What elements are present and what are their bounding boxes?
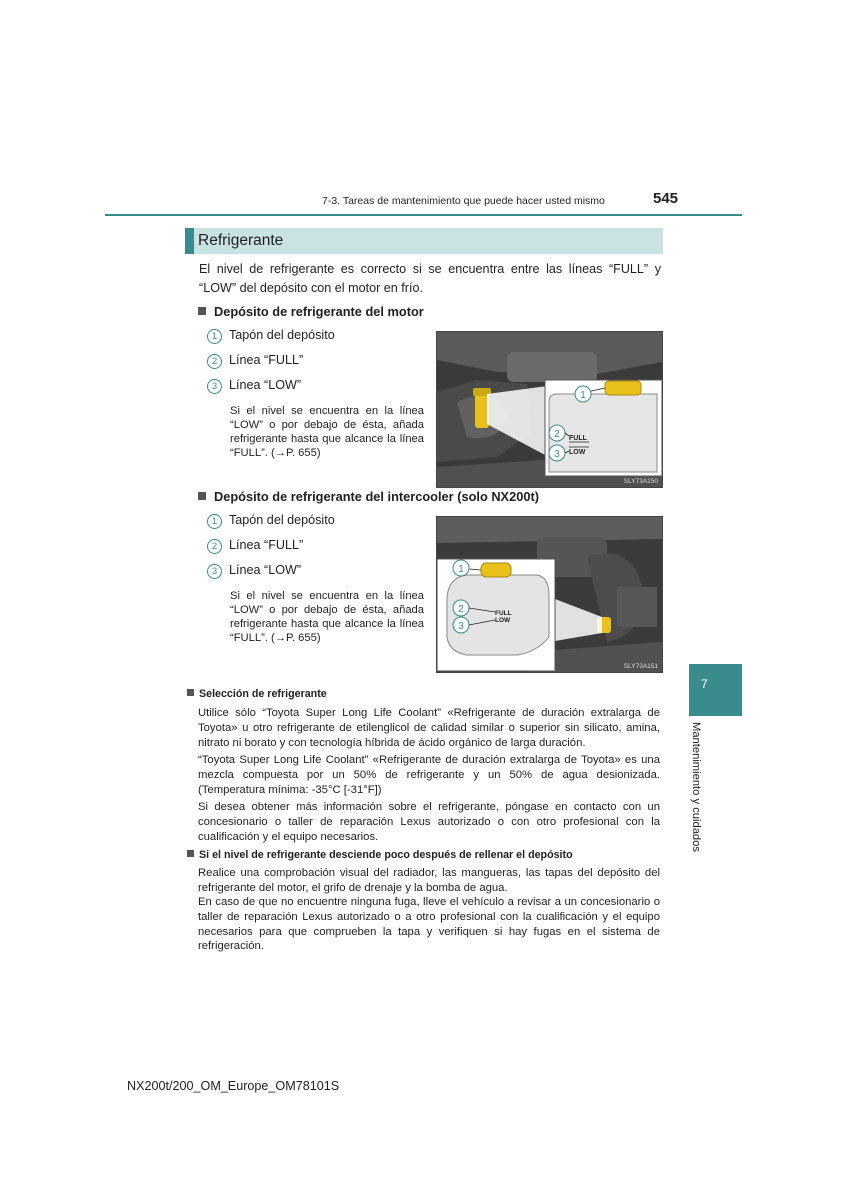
- intercooler-coolant-illustration: [436, 516, 663, 673]
- engine-tank-callouts: [207, 329, 427, 399]
- intercooler-tank-note: Si el nivel se encuentra en la línea “LOW” o por debajo de ésta, añada refrigerante hasta que alcance la línea “FULL”. (→P. 655): [230, 590, 424, 644]
- chapter-number: 7: [701, 677, 708, 691]
- callout-label: Línea “LOW”: [229, 563, 302, 577]
- callout-label: Tapón del depósito: [229, 513, 335, 527]
- level-drop-heading: Si el nivel de refrigerante desciende poco después de rellenar el depósito: [187, 849, 573, 861]
- svg-text:1: 1: [458, 564, 464, 575]
- callout-number: 1: [207, 329, 222, 344]
- section-title: Refrigerante: [198, 232, 284, 249]
- full-marker: FULL: [495, 610, 512, 617]
- square-bullet-icon: [198, 492, 206, 500]
- paragraph: “Toyota Super Long Life Coolant” «Refrigerante de duración extralarga de Toyota» es una mezcla compuesta por un 50% de refrigerante y un 50% de agua desionizada. (Temperatura mínima: -35°C [-31°F]): [198, 754, 660, 796]
- chapter-title-vertical: Mantenimiento y cuidados: [690, 722, 702, 852]
- intro-paragraph: El nivel de refrigerante es correcto si se encuentra entre las líneas “FULL” y “LOW” del depósito con el motor en frío.: [199, 262, 661, 295]
- callout-label: Línea “LOW”: [229, 378, 302, 392]
- full-marker: FULL: [569, 435, 587, 442]
- page-number: 545: [653, 190, 679, 207]
- engine-tank-heading: Depósito de refrigerante del motor: [198, 304, 424, 319]
- svg-text:3: 3: [458, 621, 464, 632]
- square-bullet-icon: [187, 850, 194, 857]
- paragraph: En caso de que no encuentre ninguna fuga, lleve el vehículo a revisar a un concesionario o taller de reparación Lexus autorizado o a otro profesional con la cualificación y el equipo necesarios para que comprueben la tapa y verifiquen si hay fugas en el sistema de refrigeración.: [198, 896, 660, 953]
- paragraph: Utilice sólo “Toyota Super Long Life Coolant” «Refrigerante de duración extralarga de Toyota» u otro refrigerante de etilenglicol de calidad similar o superior sin silicato, amina, nitrato ni borato y con tecnología híbrida de ácido orgánico de larga duración.: [198, 707, 660, 749]
- image-code: SLY73A150: [623, 478, 658, 485]
- low-marker: LOW: [495, 617, 511, 624]
- paragraph: Realice una comprobación visual del radiador, las mangueras, las tapas del depósito del refrigerante del motor, el grifo de drenaje y la bomba de agua.: [198, 867, 660, 894]
- chapter-tab[interactable]: [689, 664, 742, 716]
- section-heading: [185, 228, 663, 254]
- callout-label: Línea “FULL”: [229, 353, 304, 367]
- engine-coolant-illustration: [436, 331, 663, 488]
- svg-text:3: 3: [554, 449, 560, 460]
- low-marker: LOW: [569, 449, 586, 456]
- callout-number: 2: [207, 539, 222, 554]
- intercooler-tank-heading: Depósito de refrigerante del intercooler (solo NX200t): [198, 489, 539, 504]
- square-bullet-icon: [198, 307, 206, 315]
- square-bullet-icon: [187, 689, 194, 696]
- callout-number: 3: [207, 564, 222, 579]
- intercooler-tank-callouts: [207, 514, 427, 584]
- coolant-selection-heading: Selección de refrigerante: [187, 688, 327, 700]
- svg-text:1: 1: [580, 390, 586, 401]
- callout-label: Tapón del depósito: [229, 328, 335, 342]
- running-header: 7-3. Tareas de mantenimiento que puede hacer usted mismo: [322, 195, 605, 207]
- callout-number: 2: [207, 354, 222, 369]
- paragraph: Si desea obtener más información sobre el refrigerante, póngase en contacto con un concesionario o taller de reparación Lexus autorizado o con otro profesional con la cualificación y el equipo necesarios.: [198, 801, 660, 843]
- document-code: NX200t/200_OM_Europe_OM78101S: [127, 1079, 340, 1093]
- callout-number: 1: [207, 514, 222, 529]
- callout-number: 3: [207, 379, 222, 394]
- engine-tank-note: Si el nivel se encuentra en la línea “LOW” o por debajo de ésta, añada refrigerante hasta que alcance la línea “FULL”. (→P. 655): [230, 405, 424, 459]
- svg-text:2: 2: [458, 604, 464, 615]
- header-rule: [105, 214, 742, 216]
- callout-label: Línea “FULL”: [229, 538, 304, 552]
- image-code: SLY73A151: [623, 663, 658, 670]
- svg-text:2: 2: [554, 429, 560, 440]
